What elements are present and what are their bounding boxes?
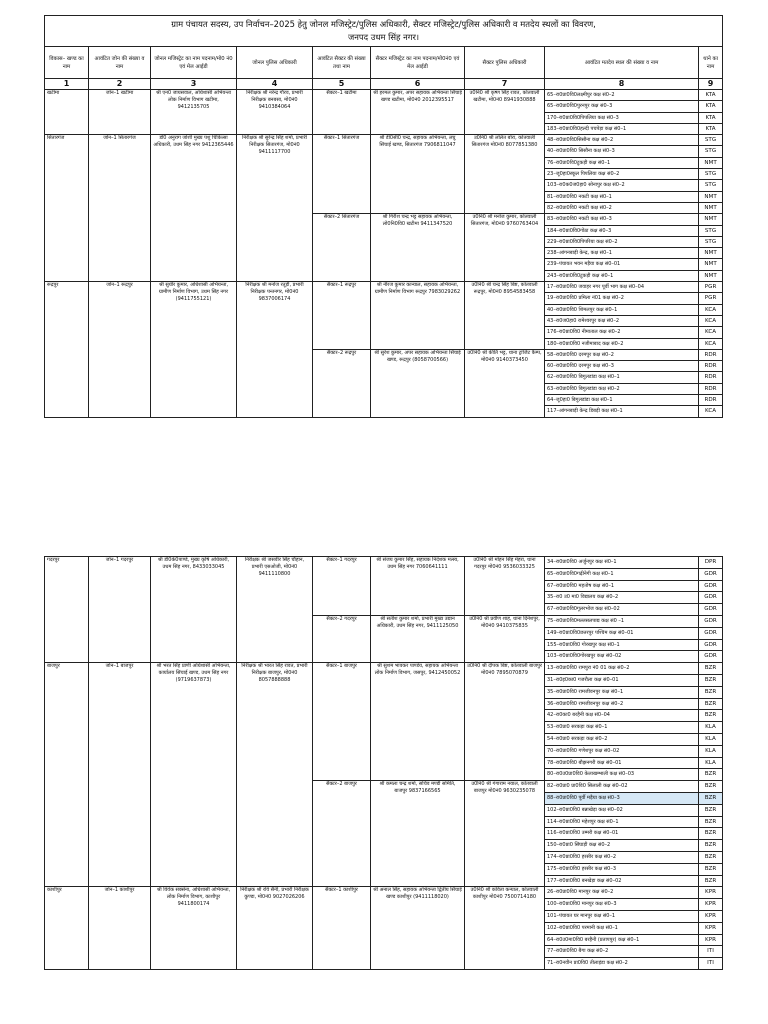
polling-station: 180–रा0प्रा0वि0 नजीमाबाद कक्ष सं0–2 <box>545 338 699 349</box>
sector-police-officer: उ0नि0 श्री कृष्ण सिंह रावत, कोतवाली खटीमा, मो0नं0 8941930888 <box>465 90 545 135</box>
police-station-code: PGR <box>699 282 723 293</box>
column-number: 1 <box>45 79 89 90</box>
zone-name: जोन–1 रूद्रपुर <box>89 282 151 418</box>
header-cell: विकास– खण्ड का नाम <box>45 47 89 79</box>
zonal-magistrate: श्री एन0 जायसवाल, अधिशासी अभियन्ता लोक निर्माण विभाग खटीमा, 9412135705 <box>151 90 237 135</box>
table-page-1 <box>44 15 722 418</box>
polling-station: 67–रा0प्रा0वि0गूलरभोज कक्ष सं0–02 <box>545 604 699 616</box>
polling-station: 40–रा0प्रा0वि0 सिसौना कक्ष सं0–3 <box>545 146 699 157</box>
police-station-code: BZR <box>699 851 723 863</box>
police-station-code: KLA <box>699 745 723 757</box>
election-table-1 <box>44 15 723 418</box>
polling-station: 54–रा0प्रा0 सरकड़ा कक्ष सं0–2 <box>545 733 699 745</box>
block-name: गदरपुर <box>45 557 89 663</box>
polling-station: 149–रा0प्रा0वि0छतरपुर पश्चिम कक्ष सं0–01 <box>545 627 699 639</box>
police-station-code: NMT <box>699 191 723 202</box>
polling-station: 183–रा0प्रा0वि0हल्दी पचपेड़ा कक्ष सं0–1 <box>545 123 699 134</box>
polling-station: 17–रा0प्रा0वि0 जवाहर नगर पूर्वी भाग कक्ष सं0–04 <box>545 282 699 293</box>
polling-station: 64–रा0उ0मा0वि0 बरहैनी (प्रतापपुर) कक्ष सं0–1 <box>545 934 699 946</box>
table-page-2 <box>44 556 722 970</box>
zonal-police-officer: निरीक्षक श्री सुरेन्द्र सिंह शर्मा, प्रभारी निरीक्षक सितारगंज, मो0नं0 9411117700 <box>237 135 313 282</box>
police-station-code: DPR <box>699 557 723 569</box>
police-station-code: GDR <box>699 615 723 627</box>
sector-name: सैक्टर–1 सितारगंज <box>313 135 371 214</box>
polling-station: 76–रा0प्रा0वि0टुकड़ी कक्ष सं0–1 <box>545 157 699 168</box>
table-row <box>45 90 723 101</box>
polling-station: 102–रा0प्रा0वि0 बन्नाखेड़ा कक्ष सं0–02 <box>545 804 699 816</box>
police-station-code: KLA <box>699 733 723 745</box>
sector-name: सैक्टर–2 बाजपुर <box>313 781 371 887</box>
column-number: 5 <box>313 79 371 90</box>
column-number: 3 <box>151 79 237 90</box>
sector-magistrate: श्री हरमल कुमार, अपर सहायक अभियन्ता सिंचाई खण्ड खटीमा, मो0नं0 2012395517 <box>371 90 465 135</box>
police-station-code: STG <box>699 180 723 191</box>
police-station-code: NMT <box>699 270 723 281</box>
zonal-magistrate: श्री डी0के0पाण्डे, मुख्य कृषि अधिकारी, उधम सिंह नगर, 8433033045 <box>151 557 237 663</box>
table-row <box>45 282 723 293</box>
sector-name: सैक्टर–2 रूद्रपुर <box>313 349 371 417</box>
column-number: 9 <box>699 79 723 90</box>
block-name: सितारगंज <box>45 135 89 282</box>
header-cell: जोनल मजिस्ट्रेट का नाम पदनाम/मो0 नं0 एवं मेल आईडी <box>151 47 237 79</box>
polling-station: 19–रा0प्रा0वि0 प्रमिला नं01 कक्ष सं0–2 <box>545 293 699 304</box>
sector-magistrate: श्री सतीश कुमार शर्मा, प्रभारी मुख्य उद्यान अधिकारी, उधम सिंह नगर, 9411125050 <box>371 615 465 662</box>
column-number: 7 <box>465 79 545 90</box>
polling-station: 35–रा0 उ0 मा0 विद्यालय कक्ष सं0–2 <box>545 592 699 604</box>
sector-police-officer: उ0नि0 श्री कविता कन्याल, कोतवाली काशीपुर मो0नं0 7500714180 <box>465 887 545 970</box>
police-station-code: BZR <box>699 686 723 698</box>
police-station-code: BZR <box>699 816 723 828</box>
election-table-2 <box>44 556 723 970</box>
police-station-code: NMT <box>699 157 723 168</box>
polling-station: 103–रा0क0ज0हा0 सोनापुर कक्ष सं0–2 <box>545 180 699 191</box>
sector-name: सैक्टर–1 बाजपुर <box>313 663 371 781</box>
police-station-code: KPR <box>699 910 723 922</box>
sector-police-officer: उ0नि0 श्री मोहन सिंह मेहरा, थाना गदरपुर मो0नं0 9536033325 <box>465 557 545 616</box>
zone-name: जोन–1 काशीपुर <box>89 887 151 970</box>
sector-magistrate: श्री कमला चन्द्र शर्मा, सचिव मण्डी समिति, बाजपुर 9837166565 <box>371 781 465 887</box>
polling-station: 36–रा0प्रा0वि0 रामजीवनपुर कक्ष सं0–2 <box>545 698 699 710</box>
zonal-magistrate: श्री भरत सिंह प्राणी अधिशासी अभियन्ता, कार्यालय सिंचाई खण्ड, उधम सिंह नगर (9719637873) <box>151 663 237 887</box>
police-station-code: KPR <box>699 922 723 934</box>
sector-name: सैक्टर–2 सितारगंज <box>313 214 371 282</box>
title-line-1: ग्राम पंचायत सदस्य, उप निर्वाचन–2025 हेतु जोनल मजिस्ट्रेट/पुलिस अधिकारी, सैक्टर मजिस्ट्रेट/पुलिस अधिकारी व मतदेय स्थलों का विवरण, <box>171 19 596 29</box>
polling-station: 35–रा0प्रा0वि0 रामजीवनपुर कक्ष सं0–1 <box>545 686 699 698</box>
polling-station: 101–पंचायत घर मानपुर कक्ष सं0–1 <box>545 910 699 922</box>
header-cell: सैक्टर पुलिस अधिकारी <box>465 47 545 79</box>
polling-station: 65–रा0प्रा0वि0पुरनपुर कक्ष सं0–3 <box>545 101 699 112</box>
polling-station: 117–आंगनबाड़ी केन्द्र डिबड़ी कक्ष सं0–1 <box>545 406 699 417</box>
police-station-code: KTA <box>699 90 723 101</box>
polling-station: 82–रा0प्रा0वि0 नकटी कक्ष सं0–2 <box>545 202 699 213</box>
polling-station: 31–रा0इ0का0 गजरौला कक्ष सं0–01 <box>545 674 699 686</box>
polling-station: 83–रा0प्रा0वि0 नकटी कक्ष सं0–3 <box>545 214 699 225</box>
police-station-code: ITI <box>699 946 723 958</box>
police-station-code: BZR <box>699 792 723 804</box>
police-station-code: BZR <box>699 863 723 875</box>
police-station-code: BZR <box>699 828 723 840</box>
police-station-code: STG <box>699 236 723 247</box>
police-station-code: BZR <box>699 804 723 816</box>
polling-station: 102–रा0प्रा0वि0 परमानी कक्ष सं0–1 <box>545 922 699 934</box>
police-station-code: KCA <box>699 327 723 338</box>
zone-name: जोन–1 खटीमा <box>89 90 151 135</box>
sector-magistrate: श्री गिरीश चन्द्र भट्ट सहायक अभियन्ता, लो0नि0वि0 खटीमा 9411347520 <box>371 214 465 282</box>
polling-station: 48–रा0प्रा0वि0सिसौना कक्ष सं0–2 <box>545 135 699 146</box>
polling-station: 71–रा0नवीन प्रा0वि0 तीलाइंडा कक्ष सं0–2 <box>545 958 699 970</box>
title-line-2: जनपद उधम सिंह नगर। <box>348 32 420 42</box>
sector-police-officer: उ0नि0 श्री मनोज कुमार, कोतवाली सितारगंज, मो0नं0 9760763404 <box>465 214 545 282</box>
polling-station: 82–रा0प्रा0 प्रा0वि0 सिलाली कक्ष सं0–02 <box>545 781 699 793</box>
header-cell: जोनल पुलिस अधिकारी <box>237 47 313 79</box>
polling-station: 58–रा0प्रा0वि0 दरमपुर कक्ष सं0–2 <box>545 349 699 360</box>
police-station-code: RDR <box>699 372 723 383</box>
sector-name: सैक्टर–1 रूद्रपुर <box>313 282 371 350</box>
sector-magistrate: श्री नीरज कुमार कान्याल, सहायक अभियन्ता, ग्रामीण निर्माण विभाग रूद्रपुर 7983029262 <box>371 282 465 350</box>
polling-station: 62–रा0प्रा0वि0 बिगुलडांडा कक्ष सं0–1 <box>545 372 699 383</box>
table-body-1 <box>45 90 723 418</box>
polling-station: 175–रा0प्रा0वि0 हरसीर कक्ष सं0–3 <box>545 863 699 875</box>
police-station-code: KCA <box>699 304 723 315</box>
police-station-code: STG <box>699 146 723 157</box>
polling-station: 60–रा0प्रा0वि0 दरमपुर कक्ष सं0–3 <box>545 361 699 372</box>
sector-name: सैक्टर–2 गदरपुर <box>313 615 371 662</box>
polling-station: 81–रा0प्रा0वि0 नकटी कक्ष सं0–1 <box>545 191 699 202</box>
zone-name: जोन–1 बाजपुर <box>89 663 151 887</box>
table-body-2 <box>45 557 723 970</box>
sector-police-officer: उ0नि0 श्री दीपक बिष्ट, कोतवाली बाजपुर मो0नं0 7895070879 <box>465 663 545 781</box>
polling-station: 238–आंगनबाड़ी केन्द्र, कक्ष सं0–1 <box>545 248 699 259</box>
police-station-code: BZR <box>699 781 723 793</box>
zonal-police-officer: निरीक्षक श्री जसवीर सिंह चौहान, प्रभारी एसओजी, मो0नं0 9411110800 <box>237 557 313 663</box>
polling-station: 77–रा0प्रा0वि0 बैगा कक्ष सं0–2 <box>545 946 699 958</box>
polling-station: 42–रा0का0 बरहैनी कक्ष सं0–04 <box>545 710 699 722</box>
police-station-code: STG <box>699 169 723 180</box>
block-name: खटीमा <box>45 90 89 135</box>
header-cell: आवंटित मतदेय स्थल की संख्या व नाम <box>545 47 699 79</box>
police-station-code: NMT <box>699 259 723 270</box>
polling-station: 176–रा0प्रा0वि0 नीमाताल कक्ष सं0–2 <box>545 327 699 338</box>
polling-station: 13–रा0प्रा0वि0 रामपुरा नं0 01 कक्ष सं0–2 <box>545 663 699 675</box>
police-station-code: GDR <box>699 639 723 651</box>
polling-station: 184–रा0प्रा0वि0गोठा कक्ष सं0–3 <box>545 225 699 236</box>
sector-police-officer: उ0नि0 श्री चन्द्र सिंह बिष्ट, कोतवाली रूद्रपुर, मो0नं0 8954583458 <box>465 282 545 350</box>
table-row <box>45 557 723 569</box>
police-station-code: KTA <box>699 112 723 123</box>
police-station-code: KPR <box>699 934 723 946</box>
column-number-row <box>45 79 723 90</box>
sector-magistrate: श्री डी0सी0 चन्द्र, सहायक अभियन्ता, लघु सिंचाई खण्ड, सितारगंज 7906811047 <box>371 135 465 214</box>
polling-station: 243–रा0प्रा0वि0टुकड़ी कक्ष सं0–1 <box>545 270 699 281</box>
police-station-code: GDR <box>699 568 723 580</box>
police-station-code: GDR <box>699 580 723 592</box>
polling-station: 70–रा0प्रा0वि0 गणेशपुर कक्ष सं0–02 <box>545 745 699 757</box>
police-station-code: KLA <box>699 757 723 769</box>
block-name: काशीपुर <box>45 887 89 970</box>
police-station-code: GDR <box>699 604 723 616</box>
zonal-magistrate: श्री विवेक सक्सेना, अधिशासी अभियन्ता, लोक निर्माण विभाग, काशीपुर 9411800174 <box>151 887 237 970</box>
column-number: 8 <box>545 79 699 90</box>
sector-name: सैक्टर–1 खटीमा <box>313 90 371 135</box>
polling-station: 103–रा0प्रा0वि0गोरखपुर कक्ष सं0–02 <box>545 651 699 663</box>
police-station-code: RDR <box>699 383 723 394</box>
polling-station: 75–रा0प्रा0वि0मल्लसलपाद्य कक्ष सं0 –1 <box>545 615 699 627</box>
police-station-code: GDR <box>699 627 723 639</box>
zonal-police-officer: निरीक्षक श्री मनोज रतूड़ी, प्रभारी निरीक्षक पन्तनगर, मो0नं0 9837006174 <box>237 282 313 418</box>
police-station-code: KPR <box>699 887 723 899</box>
polling-station: 26–रा0प्रा0वि0 मानपुर कक्ष सं0–2 <box>545 887 699 899</box>
title-row <box>45 16 723 47</box>
police-station-code: GDR <box>699 651 723 663</box>
police-station-code: KPR <box>699 899 723 911</box>
police-station-code: BZR <box>699 698 723 710</box>
police-station-code: BZR <box>699 875 723 887</box>
sector-magistrate: श्री सुशम भावकर पाण्डेय, सहायक अभियन्ता लोक निर्माण विभाग, जसपुर, 9412450052 <box>371 663 465 781</box>
polling-station: 65–रा0प्रा0वि0गढ़ीनेगी कक्ष सं0–1 <box>545 568 699 580</box>
zonal-police-officer: निरीक्षक श्री भारत सिंह रावत, प्रभारी निरीक्षक बाजपुर, मो0नं0 8057888888 <box>237 663 313 887</box>
table-row <box>45 663 723 675</box>
sector-police-officer: उ0नि0 श्री प्रवीण शाह, थाना दिनेशपुर, मो0नं0 9410375835 <box>465 615 545 662</box>
polling-station: 64–जू0हा0 बिगुलडांडा कक्ष सं0–1 <box>545 395 699 406</box>
column-number: 6 <box>371 79 465 90</box>
police-station-code: KTA <box>699 101 723 112</box>
police-station-code: BZR <box>699 663 723 675</box>
polling-station: 174–रा0प्रा0वि0 हरसीर कक्ष सं0–2 <box>545 851 699 863</box>
polling-station: 150–रा0प्रा0 सिंघाड़ी कक्ष सं0–2 <box>545 840 699 852</box>
sector-magistrate: श्री सुरेश कुमार, अपर सहायक अभियन्ता सिंचाई खण्ड, रूद्रपुर (8058700566) <box>371 349 465 417</box>
police-station-code: KCA <box>699 338 723 349</box>
polling-station: 53–रा0प्रा0 सरकड़ा कक्ष सं0–1 <box>545 722 699 734</box>
police-station-code: NMT <box>699 248 723 259</box>
police-station-code: NMT <box>699 214 723 225</box>
polling-station: 34–रा0प्रा0वि0 अर्जुनपुर कक्ष सं0–1 <box>545 557 699 569</box>
sector-police-officer: उ0नि0 श्री ललित बोरा, कोतवाली सितारगंज मो0नं0 8077851380 <box>465 135 545 214</box>
sector-police-officer: उ0नि0 श्री गंगाराम नयाल, कोतवाली बाजपुर मो0नं0 9630235078 <box>465 781 545 887</box>
zone-name: जोन–1 गदरपुर <box>89 557 151 663</box>
polling-station: 100–रा0प्रा0वि0 मानपुर कक्ष सं0–3 <box>545 899 699 911</box>
zonal-magistrate: डॉ0 अनुराग जोशी मुख्य पशु चिकित्सा अधिकारी, उधम सिंह नगर 9412365446 <box>151 135 237 282</box>
polling-station: 78–रा0प्रा0वि0 बौझनगरी कक्ष सं0–01 <box>545 757 699 769</box>
header-cell: आवंटित जोन की संख्या व नाम <box>89 47 151 79</box>
polling-station: 63–रा0प्रा0वि0 बिगुलडांडा कक्ष सं0–2 <box>545 383 699 394</box>
police-station-code: PGR <box>699 293 723 304</box>
polling-station: 177–रा0प्रा0वि0 बनखेड़ा कक्ष सं0–02 <box>545 875 699 887</box>
header-row <box>45 47 723 79</box>
header-cell: थाने का नाम <box>699 47 723 79</box>
police-station-code: BZR <box>699 710 723 722</box>
polling-station: 43–रा0ज0हा0 रामेश्वरपुर कक्ष सं0–2 <box>545 315 699 326</box>
polling-station: 80–रा0उ0प्रा0वि0 केलाखम्भाली कक्ष सं0–03 <box>545 769 699 781</box>
polling-station: 88–रा0प्रा0वि0 पूर्वी मड़ैया कक्ष सं0–3 <box>545 792 699 804</box>
header-cell: सैक्टर मजिस्ट्रेट का नाम पदनाम/मो0नं0 एवं मेल आईडी <box>371 47 465 79</box>
polling-station: 114–रा0प्रा0वि0 महेशपुर कक्ष सं0–1 <box>545 816 699 828</box>
zonal-police-officer: निरीक्षक श्री रवि सैनी, प्रभारी निरीक्षक कुण्डा, मो0नं0 9027026206 <box>237 887 313 970</box>
police-station-code: RDR <box>699 361 723 372</box>
column-number: 4 <box>237 79 313 90</box>
police-station-code: KTA <box>699 123 723 134</box>
block-name: बाजपुर <box>45 663 89 887</box>
table-row <box>45 887 723 899</box>
police-station-code: NMT <box>699 202 723 213</box>
police-station-code: RDR <box>699 395 723 406</box>
table-title <box>45 16 723 47</box>
column-number: 2 <box>89 79 151 90</box>
police-station-code: ITI <box>699 958 723 970</box>
zonal-magistrate: श्री सुधीर कुमार, अधिशासी अभियन्ता, ग्रामीण निर्माण विभाग, उधम सिंह नगर (9411755121) <box>151 282 237 418</box>
sector-magistrate: श्री संजय कुमार सिंह, सहायक निदेशक मत्स्य, उधम सिंह नगर 7060641111 <box>371 557 465 616</box>
polling-station: 65–रा0प्रा0वि0लक्ष्मीपुर कक्ष सं0–2 <box>545 90 699 101</box>
polling-station: 40–रा0प्रा0वि0 शिमलपुर कक्ष सं0–1 <box>545 304 699 315</box>
zonal-police-officer: निरीक्षक श्री नरेन्द्र गौरव, प्रभारी निरीक्षक बनबसा, मो0नं0 9410384064 <box>237 90 313 135</box>
polling-station: 23–जू0हा0स्कूल पिपलिया कक्ष सं0–2 <box>545 169 699 180</box>
sector-name: सैक्टर–1 काशीपुर <box>313 887 371 970</box>
police-station-code: GDR <box>699 592 723 604</box>
sector-magistrate: श्री अनाल सिंह, सहायक अभियन्ता द्वितीय सिंचाई खण्ड काशीपुर (9411118020) <box>371 887 465 970</box>
polling-station: 116–रा0प्रा0वि0 उम्मरी कक्ष सं0–01 <box>545 828 699 840</box>
zone-name: जोन–1 सितारगंज <box>89 135 151 282</box>
police-station-code: KCA <box>699 315 723 326</box>
police-station-code: RDR <box>699 349 723 360</box>
police-station-code: BZR <box>699 674 723 686</box>
polling-station: 239–पंचायत भवन मड़ैया कक्ष सं0–01 <box>545 259 699 270</box>
sector-name: सैक्टर–1 गदरपुर <box>313 557 371 616</box>
block-name: रूद्रपुर <box>45 282 89 418</box>
police-station-code: KCA <box>699 406 723 417</box>
polling-station: 155–रा0प्रा0वि0 गोरखपुर कक्ष सं0–1 <box>545 639 699 651</box>
police-station-code: STG <box>699 135 723 146</box>
police-station-code: KLA <box>699 722 723 734</box>
polling-station: 170–रा0प्रा0वि0पिपलिया कक्ष सं0–3 <box>545 112 699 123</box>
table-row <box>45 135 723 146</box>
police-station-code: STG <box>699 225 723 236</box>
police-station-code: BZR <box>699 840 723 852</box>
sector-police-officer: उ0नि0 श्री कीर्ति भट्ट, थाना ट्रांजिट कैम्प, मो0नं0 9140373450 <box>465 349 545 417</box>
polling-station: 229–रा0प्रा0वि0पिपरिया कक्ष सं0–2 <box>545 236 699 247</box>
header-cell: आवंटित सैक्टर की संख्या तथा नाम <box>313 47 371 79</box>
police-station-code: BZR <box>699 769 723 781</box>
polling-station: 67–रा0प्रा0वि0 महतोष कक्ष सं0–1 <box>545 580 699 592</box>
